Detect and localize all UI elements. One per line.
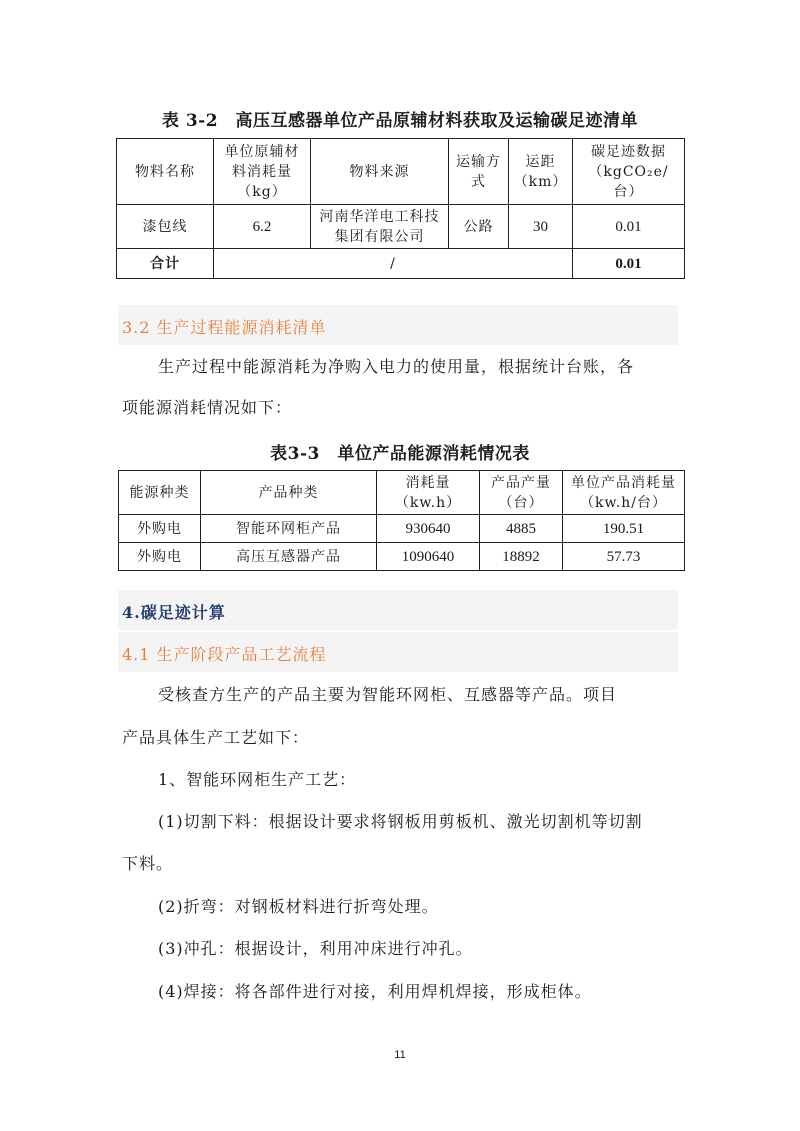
quantity-cell: 6.2 [214, 205, 311, 249]
table-header-row [119, 471, 685, 515]
header-cell: 消耗量（kw.h） [377, 471, 480, 515]
total-slash-cell: / [214, 249, 573, 279]
material-name-cell: 漆包线 [117, 205, 214, 249]
header-cell: 运距（km） [509, 139, 573, 205]
page-number: 11 [394, 1049, 406, 1061]
header-cell: 单位产品消耗量（kw.h/台） [563, 471, 685, 515]
section-3-2-heading: 3.2 生产过程能源消耗清单 [122, 318, 327, 337]
product-type-cell: 高压互感器产品 [201, 543, 377, 571]
header-cell: 产品种类 [201, 471, 377, 515]
table-row [119, 543, 685, 571]
process-step-continuation: 下料。 [122, 854, 174, 873]
table-row [117, 205, 685, 249]
consumption-cell: 1090640 [377, 543, 480, 571]
table-row [119, 515, 685, 543]
process-step: (1)切割下料：根据设计要求将钢板用剪板机、激光切割机等切割 [158, 812, 643, 831]
distance-cell: 30 [509, 205, 573, 249]
header-cell: 能源种类 [119, 471, 201, 515]
unit-consumption-cell: 57.73 [563, 543, 685, 571]
output-cell: 18892 [480, 543, 563, 571]
table-3-3 [118, 470, 685, 571]
process-step: (2)折弯：对钢板材料进行折弯处理。 [158, 897, 439, 916]
header-cell: 单位原辅材料消耗量（kg） [214, 139, 311, 205]
energy-type-cell: 外购电 [119, 515, 201, 543]
table-3-3-caption: 表3-3 单位产品能源消耗情况表 [270, 444, 530, 464]
table-total-row [117, 249, 685, 279]
consumption-cell: 930640 [377, 515, 480, 543]
process-step: (4)焊接：将各部件进行对接，利用焊机焊接，形成柜体。 [158, 982, 592, 1001]
header-cell: 运输方式 [449, 139, 509, 205]
table-3-2-caption: 表 3-2 高压互感器单位产品原辅材料获取及运输碳足迹清单 [161, 111, 639, 131]
list-item-heading: 1、智能环网柜生产工艺： [158, 770, 357, 789]
total-label-cell: 合计 [117, 249, 214, 279]
table-3-2 [116, 138, 685, 279]
header-cell: 物料来源 [311, 139, 449, 205]
total-value-cell: 0.01 [573, 249, 685, 279]
product-type-cell: 智能环网柜产品 [201, 515, 377, 543]
paragraph-line: 生产过程中能源消耗为净购入电力的使用量，根据统计台账，各 [158, 357, 635, 376]
paragraph-line: 项能源消耗情况如下： [122, 398, 293, 417]
paragraph-line: 产品具体生产工艺如下： [122, 728, 310, 747]
energy-type-cell: 外购电 [119, 543, 201, 571]
transport-mode-cell: 公路 [449, 205, 509, 249]
unit-consumption-cell: 190.51 [563, 515, 685, 543]
section-4-1-heading: 4.1 生产阶段产品工艺流程 [122, 645, 327, 664]
output-cell: 4885 [480, 515, 563, 543]
header-cell: 产品产量（台） [480, 471, 563, 515]
process-step: (3)冲孔：根据设计，利用冲床进行冲孔。 [158, 939, 473, 958]
source-cell: 河南华洋电工科技集团有限公司 [311, 205, 449, 249]
table-header-row [117, 139, 685, 205]
section-4-heading: 4.碳足迹计算 [122, 603, 226, 622]
paragraph-line: 受核查方生产的产品主要为智能环网柜、互感器等产品。项目 [158, 685, 618, 704]
header-cell: 碳足迹数据（kgCO₂e/台） [573, 139, 685, 205]
header-cell: 物料名称 [117, 139, 214, 205]
carbon-footprint-cell: 0.01 [573, 205, 685, 249]
